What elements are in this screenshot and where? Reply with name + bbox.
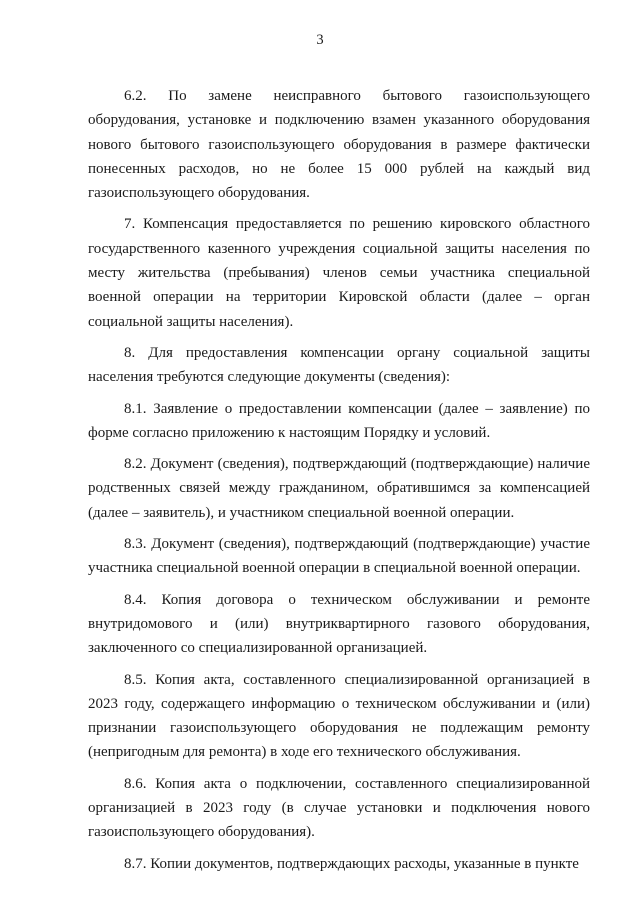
paragraph-8-6: 8.6. Копия акта о подключении, составленного специализированной организацией в 2023 году (в случае установки и подключения нового газоиспользующего оборудования). <box>88 775 590 841</box>
paragraph-6-2: 6.2. По замене неисправного бытового газоиспользующего оборудования, установке и подключению взамен указанного оборудования нового бытового газоиспользующего оборудования в размере фактически понесенных расходов, но не более 15 000 рублей на каждый вид газоиспользующего оборудования. <box>88 88 590 202</box>
paragraph-8-3: 8.3. Документ (сведения), подтверждающий (подтверждающие) участие участника специальной военной операции в специальной военной операции. <box>88 536 590 577</box>
document-body <box>88 84 590 883</box>
paragraph-8-1: 8.1. Заявление о предоставлении компенсации (далее – заявление) по форме согласно приложению к настоящим Порядку и условий. <box>88 400 590 441</box>
paragraph-8-5: 8.5. Копия акта, составленного специализированной организацией в 2023 году, содержащего информацию о техническом обслуживании и (или) признании газоиспользующего оборудования не подлежащим ремонту (непригодным для ремонта) в ходе его технического обслуживания. <box>88 671 590 761</box>
paragraph-8-4: 8.4. Копия договора о техническом обслуживании и ремонте внутридомового и (или) внутриквартирного газового оборудования, заключенного со специализированной организацией. <box>88 591 590 657</box>
paragraph-8-2: 8.2. Документ (сведения), подтверждающий (подтверждающие) наличие родственных связей между гражданином, обратившимся за компенсацией (далее – заявитель), и участником специальной военной операции. <box>88 456 590 521</box>
paragraph-8-7: 8.7. Копии документов, подтверждающих расходы, указанные в пункте <box>124 855 579 872</box>
paragraph-7: 7. Компенсация предоставляется по решению кировского областного государственного казенного учреждения социальной защиты населения по месту жительства (пребывания) членов семьи участника специальной военной операции на территории Кировской области (далее – орган социальной защиты населения). <box>88 216 590 330</box>
page-number: 3 <box>316 32 324 48</box>
paragraph-8: 8. Для предоставления компенсации органу социальной защиты населения требуются следующие документы (сведения): <box>88 344 590 386</box>
